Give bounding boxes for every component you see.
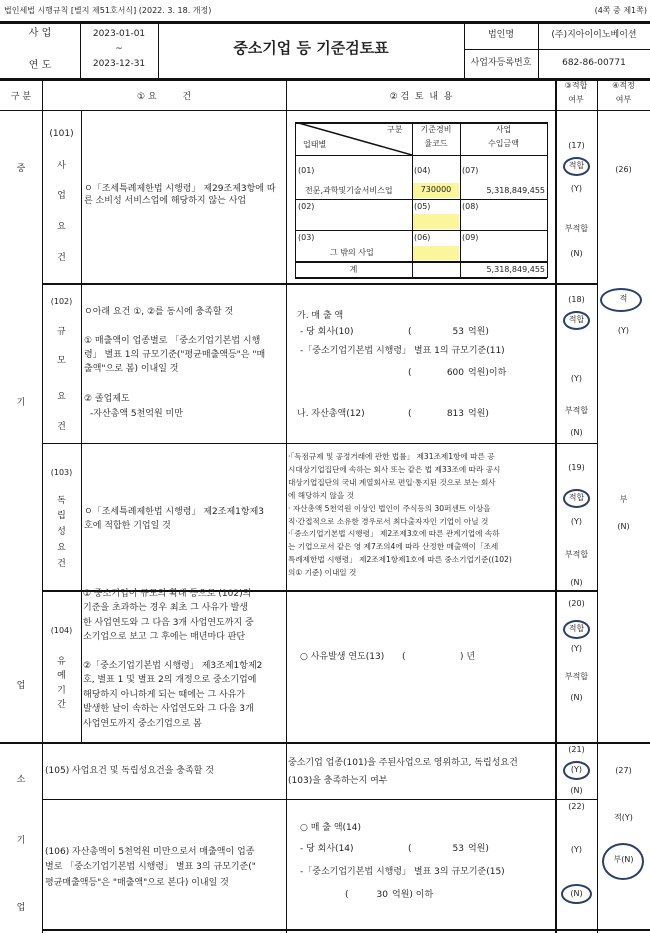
row106-fit-no: (22) (568, 802, 585, 811)
review-line: 시대상기업집단에 속하는 회사 또는 같은 법 제33조에 따라 공시 (288, 464, 501, 474)
table-total-label: 계 (349, 265, 358, 274)
row105-fit-no: (21) (568, 745, 585, 754)
row101-proper-no: (26) (615, 165, 632, 174)
unit: 억원) (468, 327, 489, 337)
row102-req-1: 령」 별표 1의 규모기준("평균매출액등"은 "매 (84, 350, 266, 360)
row102-req-2: -자산총액 5천억원 미만 (90, 409, 183, 419)
row101-code: (101) (49, 129, 74, 139)
business-year-label-2: 연 도 (28, 60, 52, 71)
req-line: 사업연도까지 중소기업으로 봄 (83, 718, 202, 729)
row104-code: (104) (50, 626, 73, 635)
row106-fit-n[interactable]: (N) (570, 889, 583, 898)
table-row-no: (01) (298, 166, 315, 175)
row104-label-char: 예 (57, 671, 66, 681)
row104-review-label: ○ 사유발생 연도(13) (300, 652, 385, 662)
row101-label-char: 건 (57, 253, 66, 263)
review-line: ·「독점규제 및 공정거래에 관한 법률」 제31조제1항에 따른 공 (288, 452, 495, 461)
row103-proper-no[interactable]: 부 (619, 495, 628, 504)
row104-fit-y: (Y) (570, 644, 583, 653)
row104-fit-yes[interactable]: 적합 (568, 624, 585, 633)
row102-rev-company-label: - 당 회사(10) (300, 327, 354, 337)
review-line: 직·간접적으로 소유한 경우로서 최다출자자인 기업이 아닐 것 (288, 516, 489, 526)
row103-fit-yes[interactable]: 적합 (568, 493, 585, 502)
row106-requirement: 평균매출액등"은 "매출액"으로 본다) 이내일 것 (45, 878, 229, 888)
row104-label-char: 유 (57, 657, 66, 667)
req-line: 기준을 초과하는 경우 최초 그 사유가 발생 (83, 603, 248, 614)
req-line: 한 사업연도와 그 다음 3개 사업연도까지 중 (83, 617, 254, 628)
table-row-rev-no: (08) (462, 202, 479, 211)
biz-reg-number: 682-86-00771 (562, 58, 626, 68)
paren: ( (408, 409, 412, 419)
table-header-revenue-1: 사업 (495, 125, 512, 134)
row106-rev-company-value: 53 (452, 844, 464, 854)
row102-proper-y: (Y) (617, 326, 630, 335)
row104-unfit[interactable]: 부적합 (564, 672, 589, 681)
row101-fit-yes[interactable]: 적합 (568, 161, 585, 170)
row102-req-1: 출액"으로 봄) 이내일 것 (84, 364, 179, 374)
req-line: ②「중소기업기본법 시행령」 제3조제1항제2 (83, 661, 263, 672)
row101-fit-n: (N) (570, 249, 583, 258)
paren: ( (408, 327, 412, 337)
row106-proper-no[interactable]: 부(N) (613, 855, 634, 864)
row102-code: (102) (50, 297, 73, 306)
req-line: 해당하지 아니하게 되는 때에는 그 사유가 (83, 689, 246, 700)
table-row-industry: 그 밖의 사업 (330, 248, 374, 257)
row101-fit-no: (17) (568, 141, 585, 150)
req-line: 호, 별표 1 및 별표 2의 개정으로 중소기업에 (83, 675, 257, 686)
page-info: (4쪽 중 제1쪽) (594, 6, 647, 15)
period-end: 2023-12-31 (92, 59, 146, 69)
row102-label-char: 모 (57, 356, 66, 366)
table-row-rev-no: (07) (462, 166, 479, 175)
section-small-char-2: 기 (16, 836, 26, 846)
section-sme-char-2: 기 (16, 398, 26, 408)
corp-name-label: 법인명 (487, 30, 515, 40)
row102-rev-title: 가. 매 출 액 (297, 311, 344, 321)
table-header-code-1: 기준경비 (420, 125, 452, 134)
form-regulation: 법인세법 시행규칙 [별지 제51호서식] (2022. 3. 18. 개정) (4, 6, 212, 15)
row104-fit-no: (20) (568, 599, 585, 608)
row101-label-char: 요 (57, 222, 66, 232)
row106-fit-y[interactable]: (Y) (570, 845, 583, 854)
row102-rev-std-value: 600 (446, 368, 464, 378)
table-header-gubun: 구분 (387, 125, 403, 134)
row102-req-1: ① 매출액이 업종별로 「중소기업기본법 시행 (84, 336, 261, 346)
row103-label-char: 성 (57, 527, 66, 537)
row105-fit-n[interactable]: (N) (570, 786, 583, 795)
row103-label-char: 독 (57, 496, 66, 506)
table-row-code-no: (06) (414, 233, 431, 242)
table-row-no: (03) (298, 233, 315, 242)
row104-fit-n: (N) (570, 693, 583, 702)
paren: ( (402, 652, 406, 662)
col-requirement: ① 요 건 (136, 92, 192, 102)
review-line: 특례제한법 시행령」 제2조제1항제1호에 따른 중소기업기준((102) (288, 555, 512, 565)
table-row-code-no: (05) (414, 202, 431, 211)
col-proper-1: ④적정 (612, 81, 635, 90)
row102-label-char: 건 (57, 422, 66, 432)
section-small-char-3: 업 (16, 903, 26, 913)
row102-fit-n: (N) (570, 428, 583, 437)
paren: ( (408, 844, 412, 854)
review-line: · 자산총액 5천억원 이상인 법인이 주식등의 30퍼센트 이상을 (288, 503, 491, 513)
row106-proper-yes[interactable]: 적(Y) (614, 813, 633, 822)
corp-name: (주)지아이이노베이션 (551, 30, 637, 40)
row102-fit-no: (18) (568, 295, 585, 304)
row104-label-char: 기 (57, 686, 66, 696)
row103-proper-n: (N) (617, 522, 630, 531)
review-line: 의① 기준) 이내일 것 (288, 568, 357, 578)
row106-requirement: (106) 자산총액이 5천억원 미만으로서 매출액이 업종 (45, 847, 255, 857)
section-sme-char-3: 업 (16, 681, 26, 691)
row102-fit-y: (Y) (570, 374, 583, 383)
row101-fit-y: (Y) (570, 184, 583, 193)
row103-fit-no: (19) (568, 463, 585, 472)
section-sme-char-1: 중 (16, 164, 26, 174)
row105-review: (103)을 충족하는지 여부 (288, 776, 388, 786)
table-row-industry: 전문,과학및기술서비스업 (305, 186, 393, 195)
page-title: 중소기업 등 기준검토표 (233, 39, 389, 57)
unit: 억원)이하 (468, 368, 507, 378)
review-line: ·「중소기업기본법 시행령」 제2조제3호에 따른 관계기업에 속하 (288, 529, 500, 539)
table-row-code: 730000 (420, 185, 452, 194)
row102-proper-yes[interactable]: 적 (619, 294, 628, 303)
row103-fit-y: (Y) (570, 517, 583, 526)
unit: 억원) (468, 844, 489, 854)
business-year-label: 사 업 (28, 28, 52, 39)
table-header-industry: 업태별 (303, 140, 327, 149)
row101-label-char: 업 (57, 191, 66, 201)
row105-fit-y[interactable]: (Y) (570, 765, 583, 774)
row104-label-char: 간 (57, 700, 66, 710)
unit: 억원) (468, 409, 489, 419)
row104-year-input[interactable] (410, 650, 460, 662)
col-review: ② 검 토 내 용 (389, 92, 453, 102)
review-line: 대상기업집단의 국내 계열회사로 편입·통지된 것으로 보는 회사 (288, 477, 496, 487)
row105-proper-no: (27) (615, 766, 632, 775)
row103-code: (103) (50, 468, 73, 477)
paren: ( (345, 890, 349, 900)
row102-rev-company-value: 53 (452, 327, 464, 337)
row103-label-char: 립 (57, 511, 66, 521)
row103-review (288, 451, 554, 580)
row106-rev-company-label: - 당 회사(14) (300, 844, 354, 854)
col-fit-1: ③적합 (564, 81, 588, 90)
col-proper-2: 여부 (615, 95, 632, 104)
table-header-code-2: 율코드 (424, 139, 448, 148)
unit: 억원) 이하 (392, 890, 434, 900)
req-line (83, 645, 285, 659)
col-category: 구 분 (10, 92, 32, 102)
table-total-revenue: 5,318,849,455 (486, 265, 545, 274)
req-line: ① 중소기업이 규모의 확대 등으로 (102)의 (83, 589, 252, 599)
row103-requirement: 호에 적합한 기업일 것 (84, 521, 171, 531)
table-header-revenue-2: 수입금액 (488, 139, 519, 148)
row101-label-char: 사 (57, 161, 66, 171)
section-small-char-1: 소 (16, 775, 26, 785)
row102-asset-value: 813 (446, 409, 464, 419)
row102-rev-std-label: -「중소기업기본법 시행령」 별표 1의 규모기준(11) (300, 346, 505, 356)
review-line: 에 해당하지 않을 것 (288, 490, 354, 500)
row103-label-char: 건 (57, 559, 66, 569)
row103-requirement: ㅇ「조세특례제한법 시행령」 제2조제1항제3 (84, 507, 265, 517)
req-line: 소기업으로 보고 그 후에는 매년마다 판단 (83, 632, 246, 643)
row105-review: 중소기업 업종(101)을 주된사업으로 영위하고, 독립성요건 (288, 758, 518, 768)
row105-requirement: (105) 사업요건 및 독립성요건을 충족할 것 (45, 766, 214, 776)
period-separator: ~ (115, 44, 123, 54)
req-line: 발생한 날이 속하는 사업연도와 그 다음 3개 (83, 704, 254, 715)
table-row-code-no: (04) (414, 166, 431, 175)
row104-requirement (83, 587, 285, 731)
row102-fit-yes[interactable]: 적합 (568, 315, 585, 324)
row102-asset-label: 나. 자산총액(12) (297, 409, 365, 419)
row101-unfit[interactable]: 부적합 (564, 224, 589, 233)
row106-rev-std-value: 30 (376, 890, 388, 900)
biz-reg-label: 사업자등록번호 (470, 58, 532, 68)
paren: ( (408, 368, 412, 378)
row102-label-char: 규 (57, 327, 66, 337)
row103-fit-n: (N) (570, 578, 583, 587)
row102-req-2: ② 졸업제도 (84, 394, 130, 404)
row102-req-intro: ㅇ아래 요건 ①, ②를 동시에 충족할 것 (84, 307, 234, 317)
col-fit-2: 여부 (568, 95, 584, 104)
row104-year-suffix: ) 년 (460, 652, 476, 662)
row106-rev-title: ○ 매 출 액(14) (300, 823, 361, 833)
row102-label-char: 요 (57, 392, 66, 402)
row103-unfit[interactable]: 부적합 (564, 550, 589, 559)
table-row-revenue: 5,318,849,455 (486, 186, 545, 195)
row103-label-char: 요 (57, 543, 66, 553)
period-start: 2023-01-01 (92, 29, 146, 39)
review-line: 는 기업으로서 같은 영 제7조의4에 따라 산정한 매출액이「조세 (288, 542, 499, 552)
row101-requirement: ㅇ「조세특례제한법 시행령」 제29조제3항에 따른 소비성 서비스업에 해당하지 않는 사업 (84, 184, 276, 207)
row102-unfit[interactable]: 부적합 (564, 406, 589, 415)
table-row-rev-no: (09) (462, 233, 479, 242)
row106-requirement: 별로 「중소기업기본법 시행령」 별표 3의 규모기준(" (45, 862, 256, 872)
row106-rev-std-label: -「중소기업기본법 시행령」 별표 3의 규모기준(15) (300, 867, 505, 877)
table-row-no: (02) (298, 202, 315, 211)
